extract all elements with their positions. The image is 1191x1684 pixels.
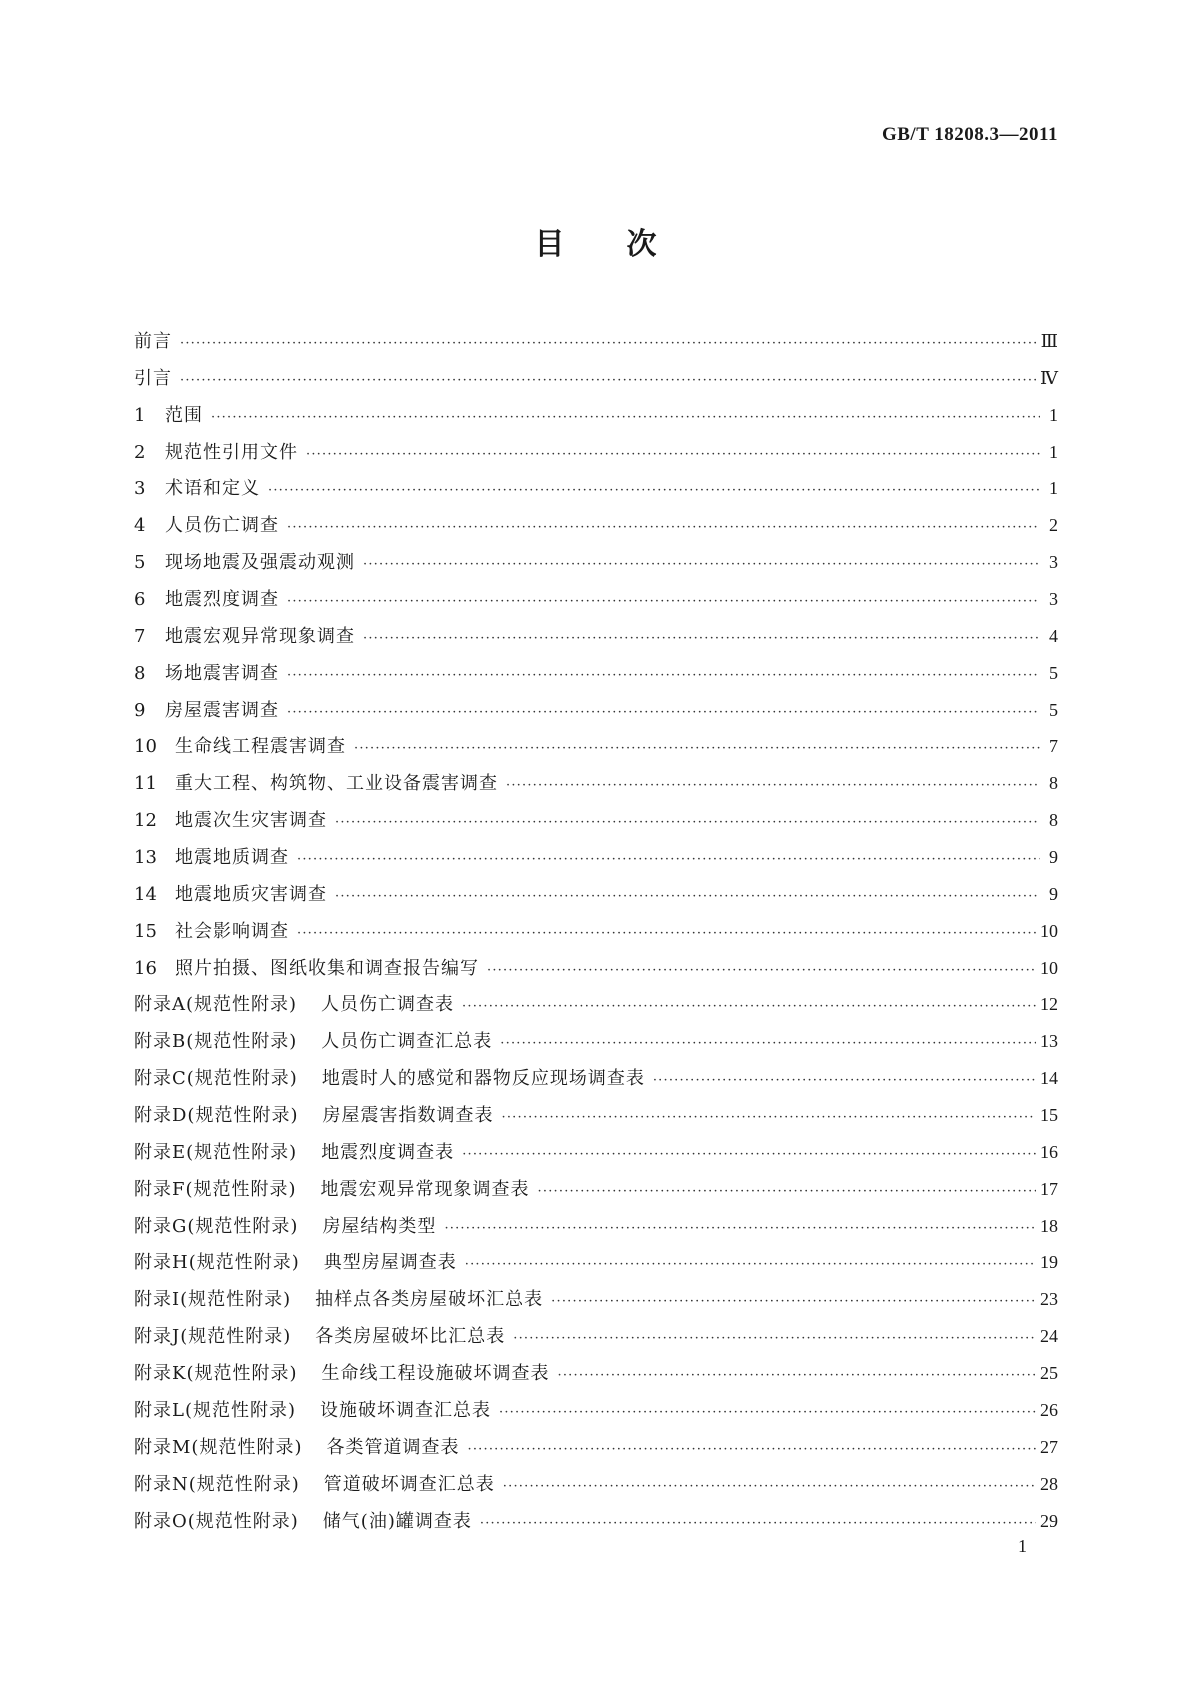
dot-leader [462,1137,1036,1174]
entry-page: 12 [1040,994,1058,1015]
entry-title: 房屋结构类型 [322,1215,437,1237]
entry-title: 前言 [134,331,172,352]
entry-title: 重大工程、构筑物、工业设备震害调查 [175,773,498,795]
entry-page: 5 [1049,699,1058,720]
document-code: GB/T 18208.3—2011 [881,124,1058,145]
entry-page: 9 [1049,847,1058,868]
toc-entry-clause-2[interactable] [134,434,1058,471]
toc-entry-clause-11[interactable] [134,765,1058,802]
toc-entry-annex-j[interactable] [134,1318,1058,1355]
clause-number: 9 [134,699,146,721]
entry-page: 5 [1049,662,1058,683]
dot-leader [499,1395,1036,1432]
entry-title: 管道破坏调查汇总表 [323,1473,495,1495]
annex-label: 附录C(规范性附录) [134,1068,298,1090]
dot-leader [363,621,1040,658]
clause-number: 6 [134,589,146,611]
entry-page: 15 [1040,1105,1058,1126]
annex-label: 附录D(规范性附录) [134,1105,299,1127]
dot-leader [513,1321,1036,1358]
dot-leader [335,879,1040,916]
dot-leader [287,584,1040,621]
annex-label: 附录A(规范性附录) [134,994,298,1016]
entry-title: 地震次生灾害调查 [175,810,327,832]
toc-entry-clause-13[interactable] [134,839,1058,876]
entry-title: 地震时人的感觉和器物反应现场调查表 [321,1068,645,1090]
entry-page: 1 [1049,441,1058,462]
dot-leader [363,547,1040,584]
entry-title: 照片拍摄、图纸收集和调查报告编写 [175,957,479,979]
dot-leader [653,1063,1036,1100]
toc-entry-annex-a[interactable] [134,986,1058,1023]
dot-leader [268,473,1040,510]
entry-title: 地震地质灾害调查 [175,883,327,905]
entry-title: 地震烈度调查 [165,589,279,611]
annex-label: 附录O(规范性附录) [134,1510,299,1532]
dot-leader [297,916,1036,953]
page-number: 1 [1018,1536,1027,1556]
entry-page: 1 [1049,404,1058,425]
clause-number: 14 [134,883,157,905]
entry-page: 28 [1040,1473,1058,1494]
toc-entry-annex-i[interactable] [134,1281,1058,1318]
entry-page: 1 [1049,478,1058,499]
entry-page: 29 [1040,1510,1058,1531]
entry-title: 引言 [134,367,172,389]
entry-page: 2 [1049,515,1058,536]
annex-label: 附录K(规范性附录) [134,1363,298,1385]
entry-page: 13 [1040,1031,1058,1052]
dot-leader [444,1211,1036,1248]
toc-entry-clause-1[interactable] [134,397,1058,434]
annex-label: 附录J(规范性附录) [134,1326,292,1348]
entry-page: 4 [1049,625,1058,646]
toc-entry-introduction[interactable] [134,360,1058,397]
entry-page: 14 [1040,1068,1058,1089]
toc-entry-clause-9[interactable] [134,692,1058,729]
entry-page: 8 [1049,773,1058,794]
entry-page: 3 [1049,552,1058,573]
entry-title: 典型房屋调查表 [323,1252,457,1274]
toc-entry-clause-8[interactable] [134,655,1058,692]
entry-page: Ⅲ [1040,331,1058,351]
clause-number: 5 [134,552,146,574]
entry-page: 27 [1040,1436,1058,1457]
toc-entry-annex-c[interactable] [134,1060,1058,1097]
clause-number: 3 [134,478,146,500]
entry-page: Ⅳ [1040,367,1058,388]
dot-leader [467,1432,1036,1469]
toc-entry-clause-5[interactable] [134,544,1058,581]
toc-entry-annex-e[interactable] [134,1134,1058,1171]
dot-leader [487,953,1036,990]
entry-title: 地震烈度调查表 [321,1141,455,1163]
toc-entry-clause-10[interactable] [134,728,1058,765]
toc-title: 目次 [534,227,719,262]
entry-title: 人员伤亡调查 [165,515,279,537]
entry-title: 房屋震害指数调查表 [322,1105,494,1127]
entry-page: 18 [1040,1215,1058,1236]
entry-title: 房屋震害调查 [165,699,279,721]
clause-number: 15 [134,920,157,942]
entry-page: 10 [1040,957,1058,978]
clause-number: 2 [134,441,146,463]
entry-title: 地震地质调查 [175,847,289,869]
dot-leader [551,1284,1036,1321]
clause-number: 12 [134,810,157,832]
entry-title: 现场地震及强震动观测 [165,552,355,574]
dot-leader [501,1100,1036,1137]
toc-entry-clause-16[interactable] [134,950,1058,987]
table-of-contents [134,323,1058,1539]
entry-title: 生命线工程震害调查 [175,736,346,758]
toc-entry-clause-3[interactable] [134,470,1058,507]
clause-number: 13 [134,847,157,869]
entry-page: 17 [1040,1178,1058,1199]
entry-title: 各类房屋破坏比汇总表 [315,1326,506,1348]
dot-leader [287,658,1040,695]
dot-leader [480,1506,1036,1543]
entry-page: 8 [1049,810,1058,831]
annex-label: 附录B(规范性附录) [134,1031,298,1053]
clause-number: 7 [134,625,146,647]
toc-entry-annex-o[interactable] [134,1503,1058,1540]
entry-title: 各类管道调查表 [326,1436,460,1458]
toc-entry-clause-7[interactable] [134,618,1058,655]
toc-entry-clause-4[interactable] [134,507,1058,544]
toc-entry-clause-14[interactable] [134,876,1058,913]
dot-leader [211,400,1040,437]
toc-entry-annex-g[interactable] [134,1208,1058,1245]
entry-page: 25 [1040,1363,1058,1384]
annex-label: 附录F(规范性附录) [134,1178,297,1200]
clause-number: 10 [134,736,157,758]
entry-title: 地震宏观异常现象调查表 [320,1178,530,1200]
toc-entry-clause-15[interactable] [134,913,1058,950]
entry-page: 3 [1049,589,1058,610]
entry-page: 24 [1040,1326,1058,1347]
dot-leader [335,805,1040,842]
dot-leader [180,326,1037,363]
dot-leader [287,510,1040,547]
clause-number: 8 [134,662,146,684]
dot-leader [500,1026,1036,1063]
annex-label: 附录L(规范性附录) [134,1399,296,1421]
dot-leader [354,731,1040,768]
dot-leader [465,1247,1036,1284]
clause-number: 1 [134,404,146,426]
dot-leader [503,1469,1036,1506]
entry-title: 范围 [165,404,203,426]
entry-title: 术语和定义 [165,478,260,500]
dot-leader [506,768,1040,805]
entry-title: 人员伤亡调查汇总表 [321,1031,493,1053]
toc-entry-annex-b[interactable] [134,1023,1058,1060]
toc-entry-annex-l[interactable] [134,1392,1058,1429]
entry-title: 场地震害调查 [165,662,279,684]
dot-leader [297,842,1040,879]
toc-entry-clause-6[interactable] [134,581,1058,618]
entry-title: 社会影响调查 [175,920,289,942]
entry-title: 抽样点各类房屋破坏汇总表 [315,1289,544,1311]
entry-page: 10 [1040,920,1058,941]
dot-leader [558,1358,1037,1395]
dot-leader [462,989,1036,1026]
annex-label: 附录G(规范性附录) [134,1215,299,1237]
annex-label: 附录H(规范性附录) [134,1252,300,1274]
dot-leader [180,363,1036,400]
entry-title: 设施破坏调查汇总表 [320,1399,491,1421]
clause-number: 11 [134,773,157,795]
annex-label: 附录E(规范性附录) [134,1141,298,1163]
annex-label: 附录M(规范性附录) [134,1436,303,1458]
annex-label: 附录N(规范性附录) [134,1473,300,1495]
entry-title: 人员伤亡调查表 [321,994,455,1016]
toc-entry-clause-12[interactable] [134,802,1058,839]
toc-entry-foreword[interactable] [134,323,1058,360]
entry-title: 规范性引用文件 [165,441,298,463]
clause-number: 4 [134,515,146,537]
entry-title: 储气(油)罐调查表 [322,1510,472,1532]
entry-page: 7 [1049,736,1058,757]
clause-number: 16 [134,957,157,979]
entry-page: 9 [1049,883,1058,904]
entry-title: 生命线工程设施破坏调查表 [321,1363,550,1385]
toc-entry-annex-d[interactable] [134,1097,1058,1134]
toc-entry-annex-f[interactable] [134,1171,1058,1208]
entry-page: 16 [1040,1141,1058,1162]
dot-leader [287,695,1040,732]
entry-page: 23 [1040,1289,1058,1310]
toc-entry-annex-k[interactable] [134,1355,1058,1392]
entry-page: 26 [1040,1399,1058,1420]
entry-page: 19 [1040,1252,1058,1273]
entry-title: 地震宏观异常现象调查 [165,625,355,647]
dot-leader [538,1174,1036,1211]
dot-leader [306,437,1040,474]
toc-entry-annex-n[interactable] [134,1466,1058,1503]
toc-entry-annex-h[interactable] [134,1244,1058,1281]
toc-entry-annex-m[interactable] [134,1429,1058,1466]
annex-label: 附录I(规范性附录) [134,1289,292,1311]
